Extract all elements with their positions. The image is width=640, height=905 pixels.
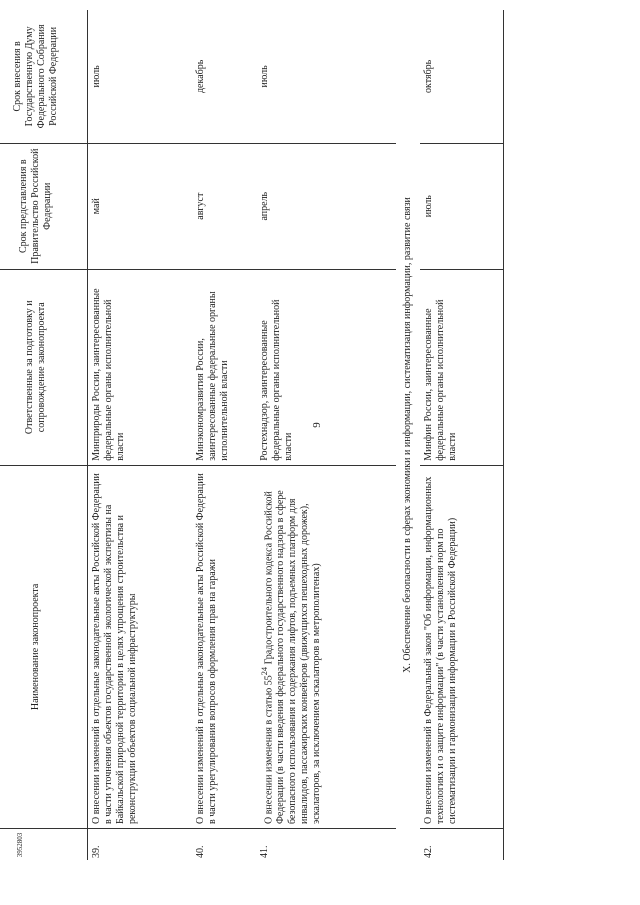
section-title: X. Обеспечение безопасности в сферах экономики и информации, систематизация информации, развитие связи <box>401 197 413 673</box>
document-code: 3952803 <box>16 832 24 858</box>
row-number: 42. <box>420 829 504 860</box>
header-responsible: Ответственные за подготовку и сопровождение законопроекта <box>0 269 88 465</box>
table-header-row <box>0 10 88 860</box>
responsible: Ростехнадзор, заинтересованные федеральные органы исполнительной власти <box>256 269 396 465</box>
bill-name <box>256 465 396 828</box>
table-row <box>88 10 192 860</box>
row-number: 40. <box>194 845 206 858</box>
header-government-term: Срок представления в Правительство Российской Федерации <box>0 143 88 269</box>
government-term: апрель <box>256 143 396 269</box>
responsible: Минфин России, заинтересованные федеральные органы исполнительной власти <box>420 269 504 465</box>
table-row <box>256 10 396 860</box>
bills-table <box>0 10 504 860</box>
duma-term: июль <box>88 10 192 143</box>
duma-term: июль <box>256 10 396 143</box>
government-term: май <box>88 143 192 269</box>
section-row <box>396 10 420 860</box>
row-number: 41. <box>258 845 270 858</box>
page-number: 9 <box>311 422 323 428</box>
rotated-page <box>0 10 504 860</box>
responsible: Минприроды России, заинтересованные федеральные органы исполнительной власти <box>88 269 192 465</box>
article-superscript: 24 <box>259 666 269 676</box>
responsible: Минэкономразвития России, заинтересованные федеральные органы исполнительной власти <box>192 269 256 465</box>
bill-name-end: Градостроительного кодекса Российской Федерации (в части введения федерального государственного надзора в сфере безопасного использования и содержания лифтов, подъемных платформ для инвалидов, пассажирских конвейеров (движущихся пешеходных дорожек), эскалаторов, за исключением эскалаторов в метрополитенах) <box>262 490 322 825</box>
header-bill-name: Наименование законопроекта <box>0 465 88 828</box>
bill-name-start: О внесении изменения в статью 55 <box>262 675 274 825</box>
table-row <box>192 10 256 860</box>
government-term: август <box>192 143 256 269</box>
duma-term: октябрь <box>420 10 504 143</box>
duma-term: декабрь <box>192 10 256 143</box>
government-term: июль <box>420 143 504 269</box>
header-number <box>0 829 88 860</box>
bill-name: О внесении изменений в Федеральный закон "Об информации, информационных технологиях и о защите информации" (в части установления норм по систематизации и гармонизации информации в Российской Федерации) <box>420 465 504 828</box>
bill-name: О внесении изменений в отдельные законодательные акты Российской Федерации в части уточнения объектов государственной экологической экспертизы на Байкальской природной территории в целях упрощения строительства и реконструкции объектов социальной инфраструктуры <box>88 465 192 828</box>
bill-name: О внесении изменений в отдельные законодательные акты Российской Федерации в части урегулирования вопросов оформления прав на гаражи <box>192 465 256 828</box>
row-number: 39. <box>91 845 102 858</box>
table-row <box>420 10 504 860</box>
header-duma-term: Срок внесения в Государственную Думу Федерального Собрания Российской Федерации <box>0 10 88 143</box>
